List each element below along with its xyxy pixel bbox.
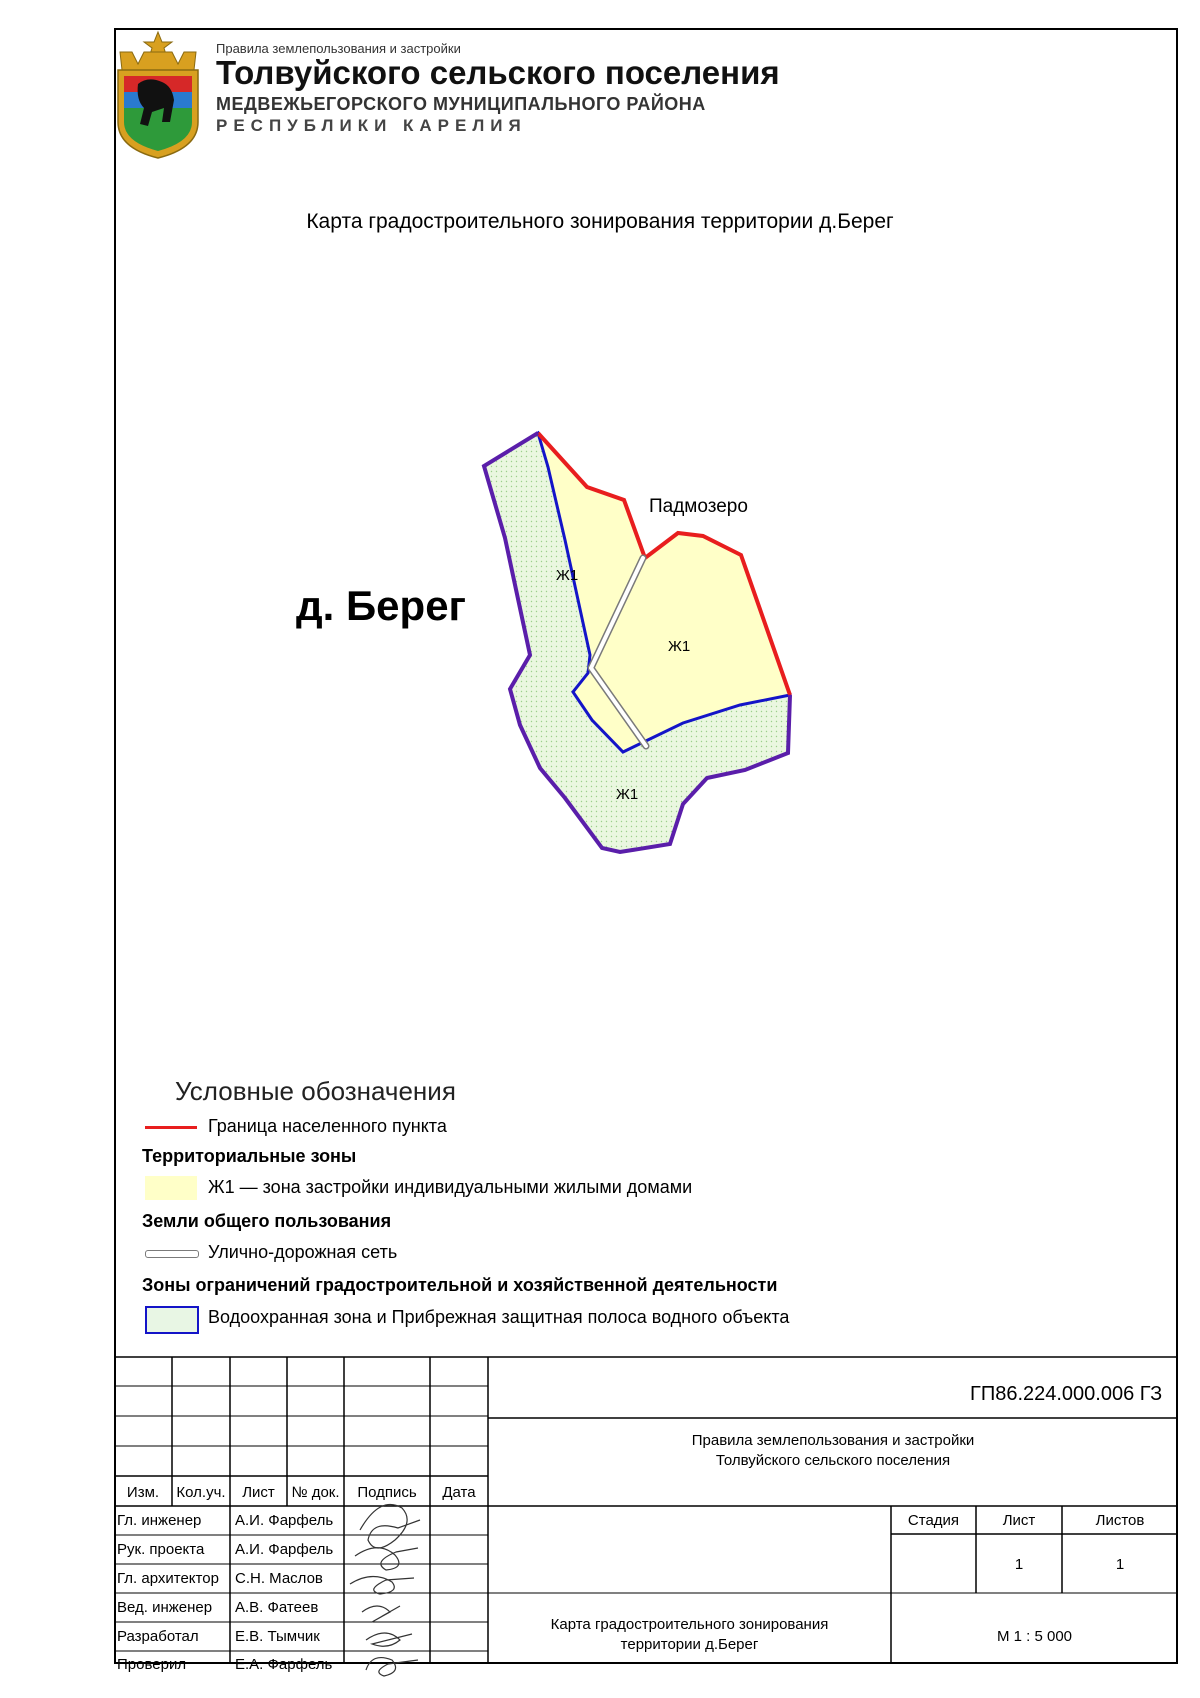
sheets-value: 1 <box>1115 1556 1125 1573</box>
project-title-line2: Толвуйского сельского поселения <box>715 1452 951 1469</box>
staff-role: Гл. архитектор <box>117 1570 219 1587</box>
sheet-label: Лист <box>1002 1512 1036 1529</box>
signatures <box>350 1504 420 1676</box>
map-title: Карта градостроительного зонирования территории д.Берег <box>306 210 894 233</box>
header-rules-caption: Правила землепользования и застройки <box>216 41 461 56</box>
col-header-date: Дата <box>442 1484 476 1501</box>
header-republic: РЕСПУБЛИКИ КАРЕЛИЯ <box>216 116 527 135</box>
legend-public-heading: Земли общего пользования <box>142 1211 392 1231</box>
col-header-signature: Подпись <box>357 1484 417 1501</box>
header-settlement-name: Толвуйского сельского поселения <box>216 54 780 91</box>
drawing-title-line1: Карта градостроительного зонирования <box>550 1616 829 1633</box>
staff-name: Е.А. Фарфель <box>235 1656 333 1673</box>
col-header-doc-no: № док. <box>291 1484 340 1501</box>
document-code: ГП86.224.000.006 ГЗ <box>970 1383 1163 1405</box>
sheet-value: 1 <box>1014 1556 1024 1573</box>
zone-label: Ж1 <box>616 786 639 803</box>
header-district: МЕДВЕЖЬЕГОРСКОГО МУНИЦИПАЛЬНОГО РАЙОНА <box>216 94 706 114</box>
legend-water-label: Водоохранная зона и Прибрежная защитная полоса водного объекта <box>208 1307 790 1327</box>
staff-name: А.В. Фатеев <box>235 1599 319 1616</box>
col-header-sheet: Лист <box>242 1484 275 1501</box>
stage-label: Стадия <box>907 1512 960 1529</box>
legend-restrictions-heading: Зоны ограничений градостроительной и хозяйственной деятельности <box>142 1275 778 1295</box>
legend-road-label: Улично-дорожная сеть <box>208 1242 398 1262</box>
legend-zones-heading: Территориальные зоны <box>142 1146 357 1166</box>
staff-name: А.И. Фарфель <box>235 1512 334 1529</box>
staff-role: Разработал <box>117 1628 199 1645</box>
zone-label: Ж1 <box>668 638 691 655</box>
staff-role: Рук. проекта <box>117 1541 205 1558</box>
settlement-label: д. Берег <box>296 582 467 629</box>
project-title-line1: Правила землепользования и застройки <box>691 1432 975 1449</box>
zone-label: Ж1 <box>556 567 579 584</box>
sheets-label: Листов <box>1095 1512 1145 1529</box>
staff-role: Вед. инженер <box>117 1599 213 1616</box>
lake-label: Падмозеро <box>649 496 748 517</box>
col-header-change: Изм. <box>126 1484 160 1501</box>
legend-title: Условные обозначения <box>175 1076 456 1106</box>
staff-name: А.И. Фарфель <box>235 1541 334 1558</box>
legend-zh1-label: Ж1 — зона застройки индивидуальными жилыми домами <box>208 1177 693 1197</box>
drawing-title-line2: территории д.Берег <box>620 1636 759 1653</box>
col-header-count: Кол.уч. <box>176 1484 226 1501</box>
staff-role: Гл. инженер <box>117 1512 202 1529</box>
staff-role: Проверил <box>117 1656 187 1673</box>
staff-name: С.Н. Маслов <box>235 1570 323 1587</box>
staff-name: Е.В. Тымчик <box>235 1628 320 1645</box>
legend-boundary-label: Граница населенного пункта <box>208 1116 447 1136</box>
map-scale: М 1 : 5 000 <box>996 1628 1073 1645</box>
